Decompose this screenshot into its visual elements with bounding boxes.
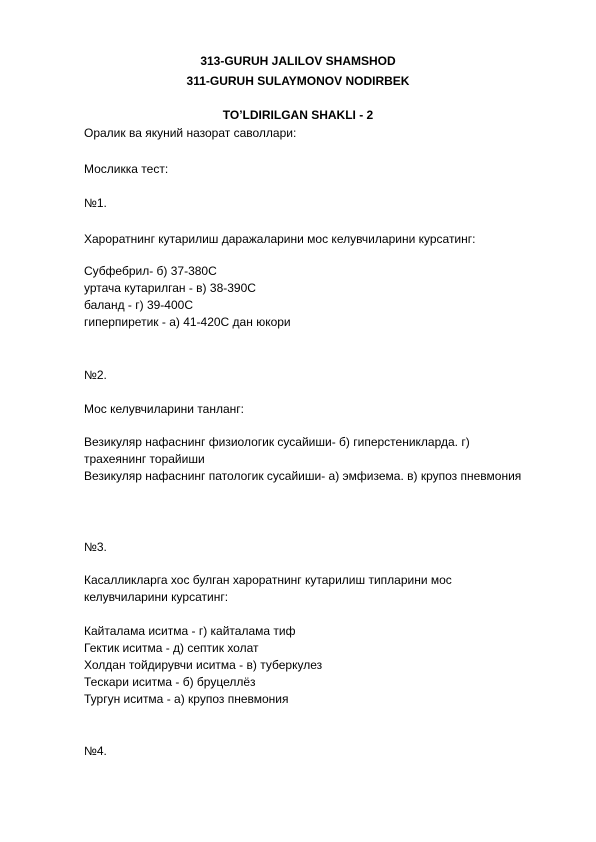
question-3-answer: Гектик иситма - д) септик холат [84,641,259,655]
question-1-answer: уртача кутарилган - в) 38-390С [84,281,256,295]
question-1-answer: Субфебрил- б) 37-380С [84,264,217,278]
question-3-answer: Холдан тойдирувчи иситма - в) туберкулез [84,658,323,672]
header-line-2: 311-GURUH SULAYMONOV NODIRBEK [186,74,410,88]
question-3-text: келувчиларини курсатинг: [84,590,229,604]
question-4-number: №4. [84,744,107,758]
question-1-text: Хароратнинг кутарилиш даражаларини мос келувчиларини курсатинг: [84,232,476,246]
question-1-answer: гиперпиретик - а) 41-420С дан юкори [84,315,291,329]
question-1-number: №1. [84,196,107,210]
section-heading: Мосликка тест: [84,162,169,176]
document-title: TO’LDIRILGAN SHAKLI - 2 [222,108,374,122]
question-2-number: №2. [84,368,107,382]
question-3-text: Касалликларга хос булган хароратнинг кутарилиш типларини мос [84,573,452,587]
question-3-answer: Тургун иситма - а) крупоз пневмония [84,692,289,706]
question-2-answer: трахеянинг торайиши [84,452,205,466]
question-1-answer: баланд - г) 39-400С [84,298,193,312]
question-2-answer: Везикуляр нафаснинг физиологик сусайиши- б) гиперстеникларда. г) [84,435,470,449]
question-3-number: №3. [84,540,107,554]
question-3-answer: Кайталама иситма - г) кайталама тиф [84,624,296,638]
question-3-answer: Тескари иситма - б) бруцеллёз [84,675,256,689]
question-2-text: Мос келувчиларини танланг: [84,402,244,416]
question-2-answer: Везикуляр нафаснинг патологик сусайиши- а) эмфизема. в) крупоз пневмония [84,469,522,483]
intro-text: Оралик ва якуний назорат саволлари: [84,126,297,140]
header-line-1: 313-GURUH JALILOV SHAMSHOD [200,54,396,68]
